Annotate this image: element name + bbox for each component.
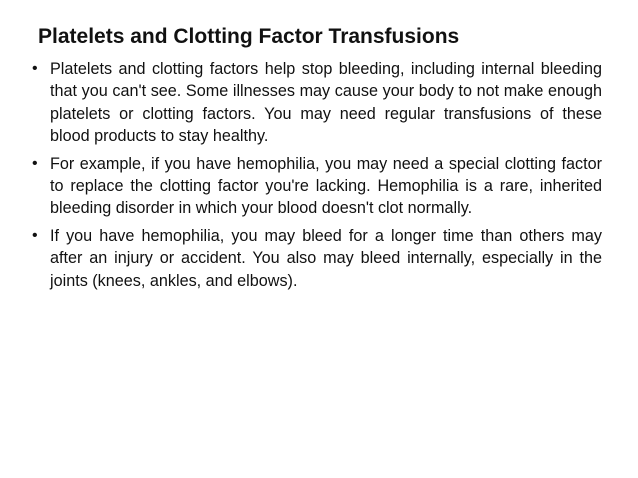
bullet-item — [28, 153, 602, 220]
bullet-dot-icon: • — [32, 226, 38, 244]
bullet-list — [28, 58, 602, 297]
bullet-dot-icon: • — [32, 60, 38, 77]
bullet-dot-icon: • — [32, 154, 38, 172]
slide-title: Platelets and Clotting Factor Transfusions — [38, 25, 460, 48]
bullet-text: Platelets and clotting factors help stop bleeding, including internal bleeding that you can't see. Some illnesses may cause your body to not make enough platelets or clotting factors. You may need regular transfusions of these blood products to stay healthy. — [50, 60, 602, 146]
bullet-text: If you have hemophilia, you may bleed for a longer time than others may after an injury or accident. You also may bleed internally, especially in the joints (knees, ankles, and elbows). — [50, 226, 602, 290]
bullet-item — [28, 58, 602, 148]
bullet-item — [28, 225, 602, 292]
bullet-text: For example, if you have hemophilia, you may need a special clotting factor to replace the clotting factor you're lacking. Hemophilia is a rare, inherited bleeding disorder in which your blood doesn't clot normally. — [50, 154, 602, 218]
